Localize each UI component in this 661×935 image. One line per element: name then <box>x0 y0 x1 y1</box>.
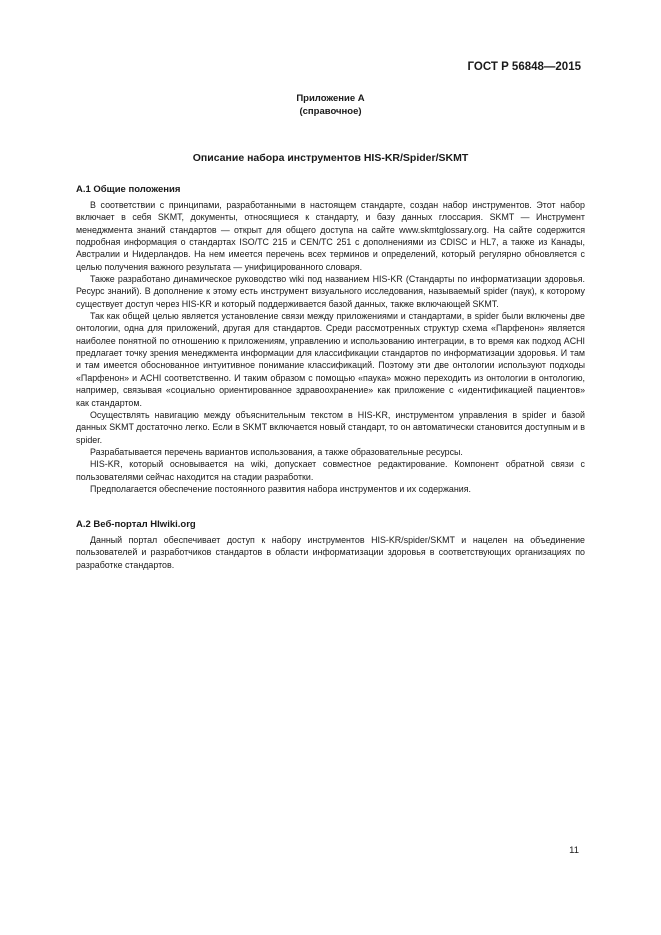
paragraph: Данный портал обеспечивает доступ к набору инструментов HIS-KR/spider/SKMT и нацелен на объединение пользователей и разработчиков стандартов в области информатизации здоровья в соответствующих организациях по разработке стандартов. <box>76 535 585 570</box>
section-a2-body <box>76 534 585 571</box>
page-number: 11 <box>569 845 579 856</box>
paragraph: Так как общей целью является установление связи между приложениями и стандартами, в spider были включены две онтологии, одна для приложений, другая для стандартов. Среди рассмотренных структур схема «Парфенон» является наиболее понятной по отношению к приложениям, управлению и использованию интеграции, в то время как подход ACHI предлагает точку зрения менеджмента информации для классификации стандартов по информатизации здоровья. И там и там имеется обоснованное интуитивное понимание классификаций. Поэтому эти две онтологии используют подходы «Парфенон» и ACHI соответственно. И таким образом с помощью «паука» можно переходить из онтологии в онтологию, например, связывая «социально ориентированное здравоохранение» как приложение с «идентификацией пациентов» как стандартом. <box>76 311 585 408</box>
paragraph: В соответствии с принципами, разработанными в настоящем стандарте, создан набор инструментов. Этот набор включает в себя SKMT, документы, относящиеся к стандарту, и базу данных глоссария. SKMT — Инструмент менеджмента знаний стандартов — открыт для общего доступа на сайте www.skmtglossary.org. На сайте содержится подробная информация о стандартах ISO/TC 215 и CEN/TC 251 с дополнениями из CDISC и HL7, а также из Канады, Австралии и Нидерландов. На нем имеется перечень всех терминов и определений, который регулярно обновляется с целью получения важного результата — унифицированного словаря. <box>76 200 585 272</box>
appendix-label: Приложение А <box>296 93 365 104</box>
section-a2-heading: А.2 Веб-портал HIwiki.org <box>76 519 196 530</box>
paragraph: Также разработано динамическое руководство wiki под названием HIS-KR (Стандарты по информатизации здоровья. Ресурс знаний). В дополнение к этому есть инструмент визуального исследования, называемый spider (паук), к которому существует доступ через HIS-KR и который поддерживается базой данных, также включающей SKMT. <box>76 274 585 309</box>
paragraph: Осуществлять навигацию между объяснительным текстом в HIS-KR, инструментом управления в spider и базой данных SKMT достаточно легко. Если в SKMT включается новый стандарт, то он автоматически становится доступным и в spider. <box>76 409 585 445</box>
document-code: ГОСТ Р 56848—2015 <box>467 61 581 73</box>
section-a1-body <box>76 199 585 495</box>
section-a1-heading: А.1 Общие положения <box>76 184 181 195</box>
appendix-type: (справочное) <box>299 106 362 117</box>
paragraph: Предполагается обеспечение постоянного развития набора инструментов и их содержания. <box>90 483 471 494</box>
paragraph: HIS-KR, который основывается на wiki, допускает совместное редактирование. Компонент обратной связи с пользователями сейчас находится на стадии разработки. <box>76 459 585 482</box>
paragraph: Разрабатывается перечень вариантов использования, а также образовательные ресурсы. <box>90 446 463 457</box>
appendix-title: Описание набора инструментов HIS-KR/Spider/SKMT <box>192 152 469 164</box>
